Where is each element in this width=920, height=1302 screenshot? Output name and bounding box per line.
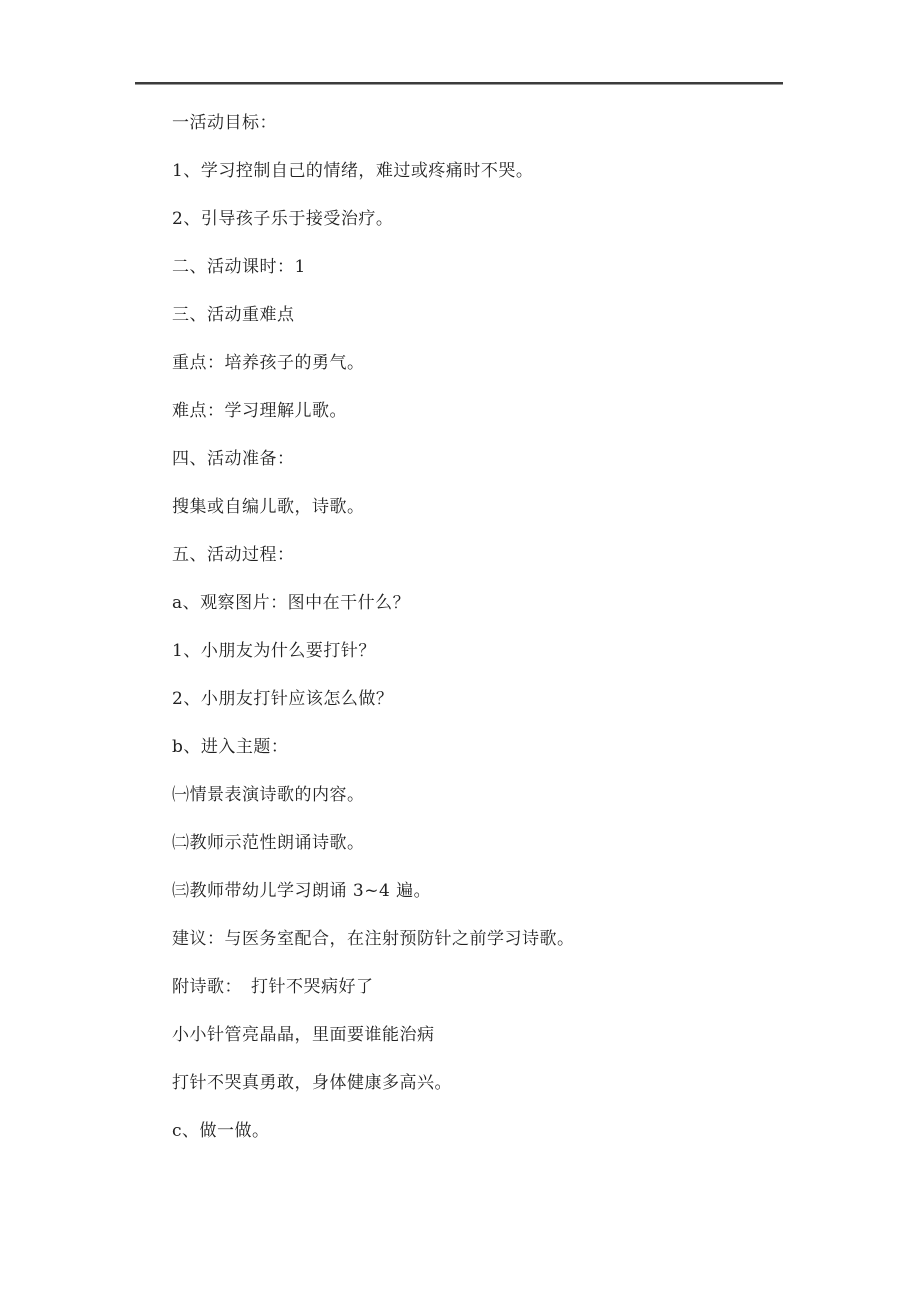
paragraph-poem-line-2: 打针不哭真勇敢，身体健康多高兴。 [172,1073,452,1093]
paragraph-question-1: 1、小朋友为什么要打针？ [172,641,376,661]
paragraph-poem-title: 附诗歌： 打针不哭病好了 [172,977,374,997]
header-rule-divider [135,82,783,85]
paragraph-step-a: a、观察图片：图中在干什么？ [172,593,411,613]
paragraph-goal-1: 1、学习控制自己的情绪，难过或疼痛时不哭。 [172,161,534,181]
paragraph-sub-step-3: ㈢教师带幼儿学习朗诵 3~4 遍。 [172,881,432,901]
paragraph-process-heading: 五、活动过程： [172,545,295,565]
paragraph-class-hours-heading: 二、活动课时：1 [172,257,306,277]
paragraph-activity-goal-heading: 一活动目标： [172,113,277,133]
paragraph-key-points-heading: 三、活动重难点 [172,305,295,325]
paragraph-sub-step-2: ㈡教师示范性朗诵诗歌。 [172,833,365,853]
paragraph-step-c: c、做一做。 [172,1121,270,1141]
paragraph-difficult-point: 难点：学习理解儿歌。 [172,401,347,421]
paragraph-suggestion: 建议：与医务室配合，在注射预防针之前学习诗歌。 [172,929,575,949]
paragraph-goal-2: 2、引导孩子乐于接受治疗。 [172,209,394,229]
paragraph-question-2: 2、小朋友打针应该怎么做？ [172,689,394,709]
paragraph-preparation-heading: 四、活动准备： [172,449,295,469]
paragraph-poem-line-1: 小小针管亮晶晶，里面要谁能治病 [172,1025,435,1045]
paragraph-key-point: 重点：培养孩子的勇气。 [172,353,365,373]
document-body [172,113,812,1169]
paragraph-preparation-detail: 搜集或自编儿歌，诗歌。 [172,497,365,517]
paragraph-sub-step-1: ㈠情景表演诗歌的内容。 [172,785,365,805]
paragraph-step-b: b、进入主题： [172,737,289,757]
